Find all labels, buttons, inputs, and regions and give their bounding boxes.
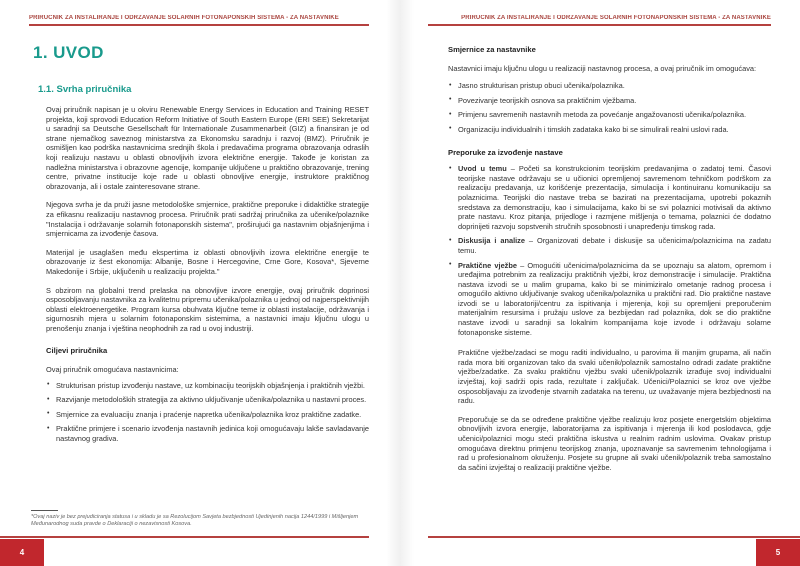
paragraph: Praktične vježbe/zadaci se mogu raditi individualno, u parovima ili manjim grupama, ali način rada mora biti organizovan tako da svaki učenik/polaznik samostalno odradi zadate praktične vježbe/zadatke. Za svaku praktičnu vježbu svaki učenik/polaznik izrađuje svoj individualni izvještaj, koji sadrži opis rada, rezultate i zaključak. Učenici/Polaznici se kroz ove vježbe osposobljavaju za izvođenje stvarnih zadataka na terenu, uz uvažavanje mjera bezbjednosti na radu. [458, 348, 771, 406]
list-item-text: Jasno strukturisan pristup obuci učenika/polaznika. [458, 81, 625, 91]
page-number-badge-left [0, 539, 44, 566]
list-item-text: Strukturisan pristup izvođenju nastave, uz kombinaciju teorijskih objašnjenja i praktičnih vježbi. [56, 380, 365, 390]
list-item-text: Primjenu savremenih nastavnih metoda za povećanje angažovanosti učenika/polaznika. [458, 110, 746, 120]
header-rule-right [428, 24, 771, 26]
page-number: 5 [775, 548, 781, 557]
paragraph: S obzirom na globalni trend prelaska na obnovljive izvore energije, ovaj priručnik doprinosi osposobljavanju nastavnika za kvalitetnu pripremu učenika/polaznika u jednoj od najperspektivnijih oblasti elektroenergetike. Program kursa obuhvata ključne teme iz oblasti instalacije, održavanja i sigurnosnih mjera u solarnim fotonaponskim sistemima, a nastavnici imaju ključnu ulogu u prenošenju znanja i vještina neophodnih za rad u ovoj industriji. [46, 285, 369, 333]
recommendations-heading: Preporuke za izvođenje nastave [448, 147, 563, 157]
list-item-text: – Omogućiti učenicima/polaznicima da se upoznaju sa alatom, opremom i uređajima potrebnim za realizaciju praktičnih vježbi, kroz demonstracije i simulacije. Praktična nastava izvodi se u malim grupama, kako bi se minimiziralo ometanje radnog procesa i omogućilo aktivno uključivanje svakog učenika/polaznika u praktični rad. Dio praktične nastave izvodi se u laboratoriji/centru za ispitivanja i mjerenja, koji su opremljeni preporučenim materijalnim resursima i pružaju uslove za bezbijedan rad polaznika, dok se dio praktične nastave izvodi u saradnji sa lokalnim kompanijama koje izvode i održavaju solarne fotonaponske sisteme. [458, 260, 771, 337]
bullet-icon: • [449, 125, 452, 133]
right-page-content [448, 40, 771, 472]
list-item-text: Organizaciju individualnih i timskih zadataka kako bi se simulirali realni uslovi rada. [458, 124, 729, 134]
bullet-icon: • [449, 261, 452, 268]
list-item [448, 81, 771, 91]
paragraph: Ovaj priručnik napisan je u okviru Renewable Energy Services in Education and Training RESET projekta, koji sprovodi Education Reform Initiative of South Eastern Europe (ERI SEE) Sekretarijat u saradnji sa Deutsche Gesellschaft für Internationale Zusammenarbeit (GIZ) a finansiran je od strane njemačkog saveznog ministarstva za Ekonomsku saradnju i razvoj (BMZ). Priručnik je osmišljen kao podrška nastavnicima srednjih škola i predavačima programa obrazovanja odraslih koji realizuju nastavu u oblasti obnovljivih izvora električne energije. Takođe je koristan za nadležna ministarstva i obrazovne agencije, kompanije uključene u praktično obrazovanje, trening centre, privatne institucije koje rade u oblasti obnovljive energije, instruktore praktičnog obrazovanja, ali i ostale zainteresovane strane. [46, 105, 369, 191]
list-item [448, 110, 771, 120]
list-item [46, 424, 369, 443]
bullet-icon: • [449, 236, 452, 244]
page-number-badge-right [756, 539, 800, 566]
bullet-icon: • [449, 110, 452, 118]
guidelines-intro: Nastavnici imaju ključnu ulogu u realizaciji nastavnog procesa, a ovaj priručnik im omogućava: [448, 63, 757, 73]
objectives-heading: Ciljevi priručnika [46, 346, 108, 356]
page-header-title-left: PRIRUČNIK ZA INSTALIRANJE I ODRŽAVANJE SOLARNIH FOTONAPONSKIH SISTEMA - ZA NASTAVNIKE [29, 15, 339, 21]
objectives-list [46, 381, 369, 444]
chapter-title: 1. UVOD [33, 43, 104, 62]
list-item [448, 261, 771, 338]
footer-rule-right [428, 536, 800, 538]
list-item-text: Povezivanje teorijskih osnova sa praktičnim vježbama. [458, 95, 637, 105]
list-item-text: Razvijanje metodoloških strategija za aktivno uključivanje učenika/polaznika u nastavni proces. [56, 395, 367, 405]
bullet-icon: • [449, 164, 452, 172]
recommendations-list [448, 164, 771, 337]
footer-rule-left [0, 536, 369, 538]
bullet-icon: • [449, 96, 452, 104]
objectives-intro: Ovaj priručnik omogućava nastavnicima: [46, 365, 179, 375]
list-item [448, 125, 771, 135]
left-page-content [33, 40, 369, 444]
paragraph: Njegova svrha je da pruži jasne metodološke smjernice, praktične preporuke i didaktičke strategije za efikasnu realizaciju nastavnog procesa. Priručnik prati sadržaj priručnika za učenike/polaznike "Instalacija i održavanje solarnih fotonaponskih sistema", proširujući ga nastavnim objašnjenjima i smjernicama za izvođenje časova. [46, 200, 369, 239]
list-item-text: Smjernice za evaluaciju znanja i praćenje napretka učenika/polaznika kroz praktične zadatke. [56, 409, 362, 419]
bullet-icon: • [449, 81, 452, 89]
list-item [46, 395, 369, 405]
header-rule-left [29, 24, 369, 26]
page-number: 4 [19, 548, 25, 557]
paragraph: Materijal je usaglašen među ekspertima iz oblasti obnovljivih izovra električne energije te obrazovanje iz šest ekonomija: Albanije, Bosne i Hercegovine, Crne Gore, Kosova*, Sjeverne Makedonije i Srbije, uključenih u realizaciju projekta." [46, 247, 369, 276]
page-spine-shadow [386, 0, 414, 566]
list-item-lead: Diskusija i analize [458, 236, 525, 246]
footnote-separator [31, 510, 58, 511]
list-item [448, 96, 771, 106]
list-item-text: – Početi sa konstrukcionim teorijskim predavanjima o zadatoj temi. Časovi teorijske nastave održavaju se u učionici opremljenoj savremenom tehničkom podrškom za realizaciju predavanja, uz korišćenje prezentacija, simulacija i kontinuiranu komunikaciju sa polaznicima. Teorijski dio nastave treba se bazirati na prezentacijama, upotrebi pokaznih sredstava za demonstraciju, kao i simulacijama, kako bi se svi polaznici motivisali da aktivno prate nastavu. Kroz pitanja, prijedloge i razmjene mišljenja o temama, polaznici će dodatno doprinijeti razvoju sopstvenih stručnih sposobnosti i unapređenju timskog rada. [458, 164, 771, 231]
list-item [46, 381, 369, 391]
list-item-text: – Organizovati debate i diskusije sa učenicima/polaznicima na zadatu temu. [458, 236, 772, 255]
list-item-text: Praktične primjere i scenario izvođenja nastavnih jedinica koji omogućavaju lakše savladavanje nastavnog gradiva. [56, 424, 369, 444]
list-item [448, 236, 771, 255]
bullet-icon: • [47, 381, 50, 389]
list-item-lead: Praktične vježbe [458, 260, 518, 270]
paragraph: Preporučuje se da se određene praktične vježbe realizuju kroz posjete energetskim objektima obnovljivih izvora energije, laboratorijama za ispitivanja i mjerenja ili kod poslodavca, gdje učenici/polaznici mogu steći praktična iskustva u realnim radnim uslovima. Ovakav pristup omogućava direktnu primjenu teorijskog znanja, upoznavanje sa savremenim tehnologijama i rad u profesionalnom okruženju. Posjete su grupne ali svaki učenik/polaznik treba samostalno da sačini izvještaj o realizaciji praktične vježbe. [458, 414, 771, 472]
section-title: 1.1. Svrha priručnika [38, 84, 132, 95]
page-header-title-right: PRIRUČNIK ZA INSTALIRANJE I ODRŽAVANJE SOLARNIH FOTONAPONSKIH SISTEMA - ZA NASTAVNIKE [461, 15, 771, 21]
list-item [448, 164, 771, 231]
bullet-icon: • [47, 410, 50, 418]
bullet-icon: • [47, 424, 50, 432]
guidelines-heading: Smjernice za nastavnike [448, 45, 536, 54]
list-item [46, 410, 369, 420]
guidelines-list [448, 81, 771, 134]
footnote: *Ovaj naziv je bez prejudiciranja statusa i u skladu je sa Rezolucijom Savjeta bezbjednosti Ujedinjenih nacija 1244/1999 i Mišljenjem Međunarodnog suda pravde o Deklaraciji o nezavisnosti Kosova. [31, 514, 359, 527]
list-item-lead: Uvod u temu [458, 164, 507, 174]
bullet-icon: • [47, 395, 50, 403]
